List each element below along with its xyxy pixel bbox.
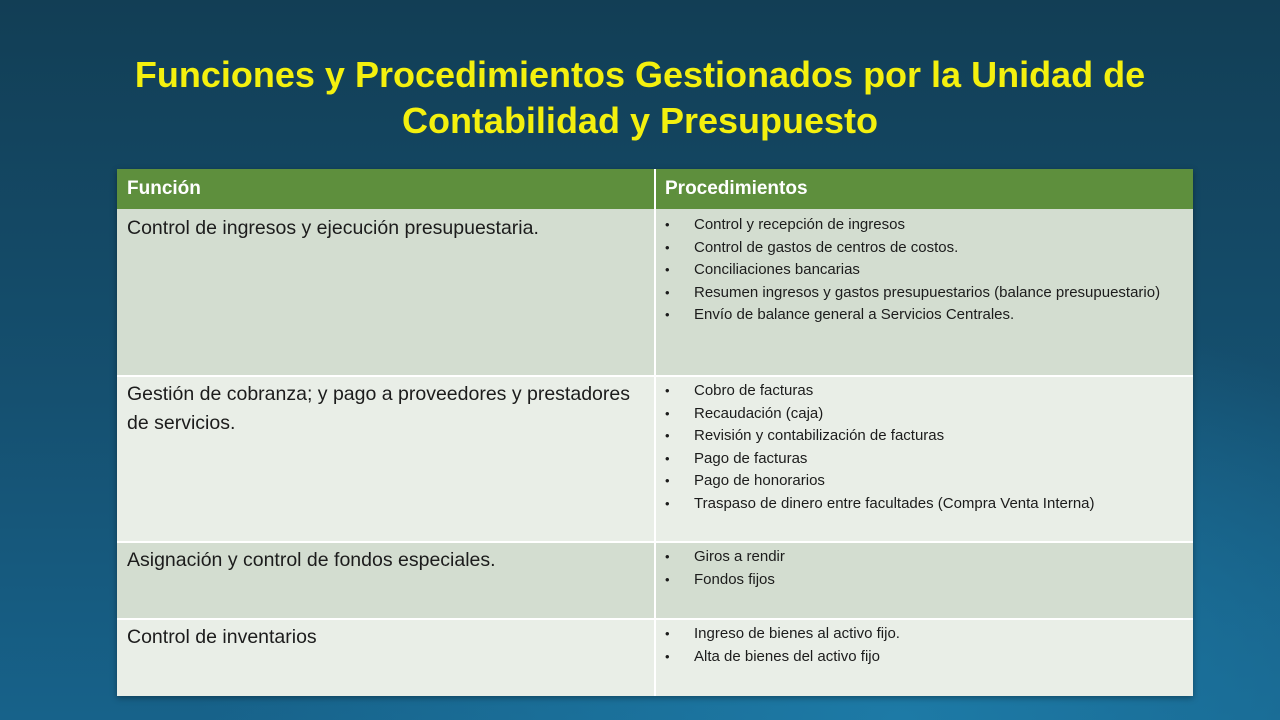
title-line-2: Contabilidad y Presupuesto (401, 100, 879, 141)
slide-title (40, 52, 1240, 144)
function-cell: Asignación y control de fondos especiales. (127, 549, 496, 571)
list-item: • Envío de balance general a Servicios Centrales. (665, 304, 1185, 327)
list-item: • Conciliaciones bancarias (665, 259, 1185, 282)
list-item: • Fondos fijos (665, 569, 1185, 592)
table-row (117, 375, 1193, 541)
column-divider (654, 618, 656, 696)
list-item: • Traspaso de dinero entre facultades (Compra Venta Interna) (665, 493, 1185, 516)
column-divider (654, 541, 656, 618)
function-cell: Control de ingresos y ejecución presupuestaria. (127, 217, 539, 239)
header-divider (654, 169, 656, 209)
list-item: • Pago de honorarios (665, 470, 1185, 493)
functions-table (117, 169, 1193, 696)
list-item: • Pago de facturas (665, 448, 1185, 471)
header-procedures: Procedimientos (665, 178, 808, 199)
list-item: • Recaudación (caja) (665, 403, 1185, 426)
function-cell: Gestión de cobranza; y pago a proveedores y prestadores de servicios. (127, 383, 630, 434)
list-item: • Ingreso de bienes al activo fijo. (665, 623, 1185, 646)
table-row (117, 541, 1193, 618)
table-row (117, 209, 1193, 375)
list-item: • Resumen ingresos y gastos presupuestarios (balance presupuestario) (665, 282, 1185, 305)
header-function: Función (127, 178, 201, 199)
list-item: • Control de gastos de centros de costos. (665, 237, 1185, 260)
title-line-1: Funciones y Procedimientos Gestionados por la Unidad de (134, 54, 1146, 95)
procedures-list (665, 546, 1185, 591)
procedures-list (665, 380, 1185, 515)
column-divider (654, 209, 656, 375)
list-item: • Giros a rendir (665, 546, 1185, 569)
list-item: • Alta de bienes del activo fijo (665, 646, 1185, 669)
list-item: • Control y recepción de ingresos (665, 214, 1185, 237)
procedures-list (665, 623, 1185, 668)
list-item: • Revisión y contabilización de facturas (665, 425, 1185, 448)
procedures-list (665, 214, 1185, 327)
function-cell: Control de inventarios (127, 626, 317, 648)
list-item: • Cobro de facturas (665, 380, 1185, 403)
table-row (117, 618, 1193, 696)
table-header (117, 169, 1193, 209)
column-divider (654, 375, 656, 541)
